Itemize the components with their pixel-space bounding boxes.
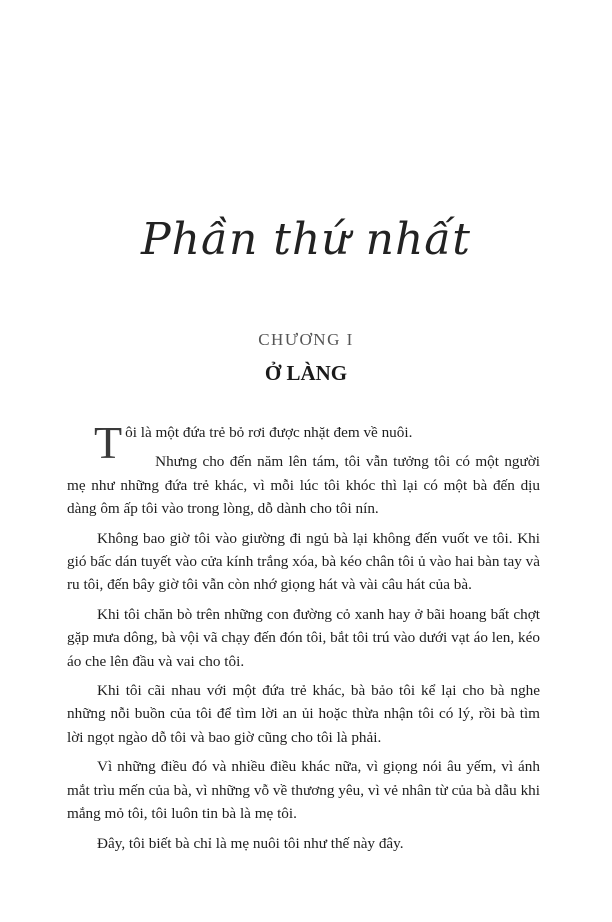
- paragraph-7: Đây, tôi biết bà chỉ là mẹ nuôi tôi như thế này đây.: [97, 834, 404, 852]
- drop-cap: T: [94, 417, 123, 468]
- chapter-body: [67, 417, 540, 861]
- part-title: Phần thứ nhất: [141, 214, 471, 265]
- first-paragraph-text: ôi là một đứa trẻ bỏ rơi được nhặt đem về nuôi.: [125, 424, 413, 441]
- paragraph-5: Khi tôi cãi nhau với một đứa trẻ khác, bà bảo tôi kể lại cho bà nghe những nỗi buồn của tôi để tìm lời an ủi hoặc thừa nhận tôi có lý, rồi bà tìm lời ngọt ngào dỗ tôi và bao giờ cũng cho tôi là phải.: [67, 682, 540, 746]
- paragraph-6: Vì những điều đó và nhiều điều khác nữa, vì giọng nói âu yếm, vì ánh mắt trìu mến của bà, vì những vỗ về thương yêu, vì vẻ nhân từ của bà dẫu khi mắng mỏ tôi, tôi luôn tin bà là mẹ tôi.: [67, 758, 540, 823]
- chapter-label: CHƯƠNG I: [258, 330, 354, 349]
- chapter-title: Ở LÀNG: [264, 361, 348, 385]
- paragraph-1: [67, 417, 540, 468]
- paragraph-2: Nhưng cho đến năm lên tám, tôi vẫn tưởng tôi có một người mẹ như những đứa trẻ khác, vì mỗi lúc tôi khóc thì lại có một bà đến dịu dàng ôm ấp tôi vào trong lòng, dỗ dành cho tôi nín.: [67, 453, 540, 518]
- paragraph-4: Khi tôi chăn bò trên những con đường cỏ xanh hay ở bãi hoang bất chợt gặp mưa dông, bà vội vã chạy đến đón tôi, bắt tôi trú vào dưới vạt áo len, kéo áo che lên đầu và vai cho tôi.: [67, 605, 540, 670]
- paragraph-3: Không bao giờ tôi vào giường đi ngủ bà lại không đến vuốt ve tôi. Khi gió bấc dán tuyết vào cửa kính trắng xóa, bà kéo chân tôi ủ vào hai bàn tay và ru tôi, đến bây giờ tôi vẫn còn nhớ giọng hát và vài câu hát của bà.: [67, 529, 540, 594]
